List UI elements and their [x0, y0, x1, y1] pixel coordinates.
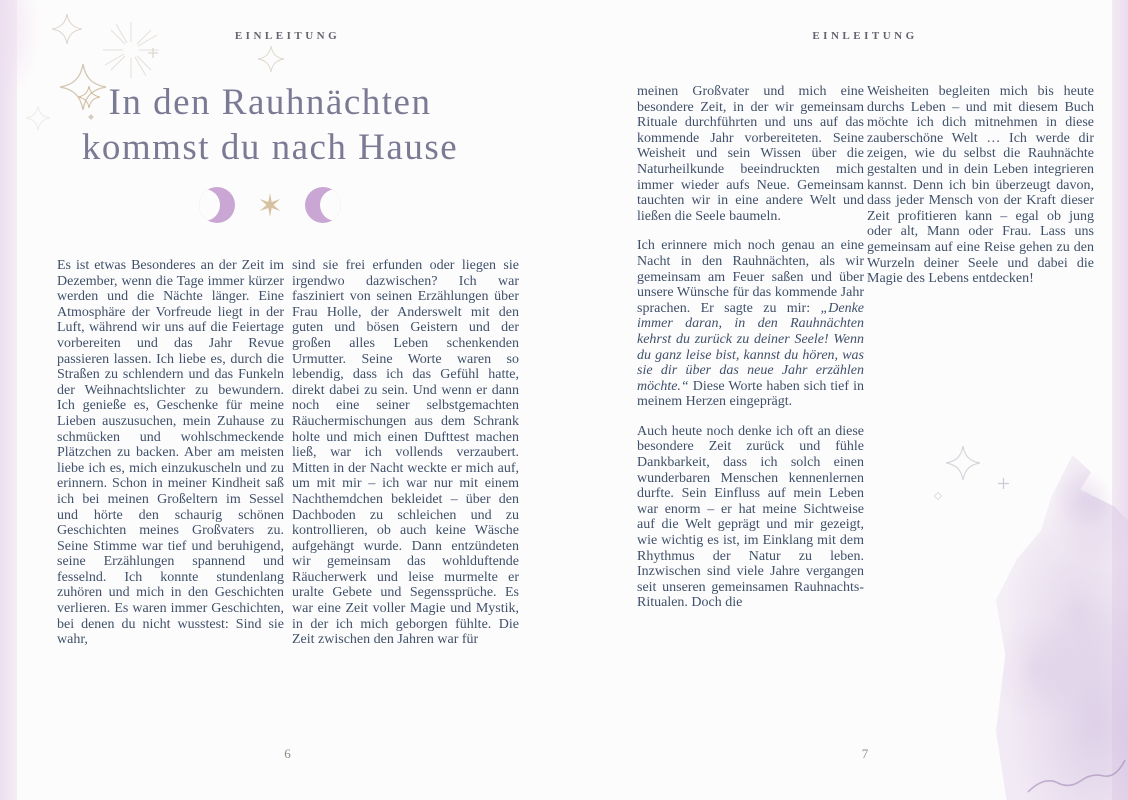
text-column — [637, 84, 864, 734]
four-point-sparkle-icon — [258, 46, 284, 72]
paragraph: Es ist etwas Besonderes an der Zeit im Dezember, wenn die Tage immer kürzer werden und die Nächte länger. Eine Atmosphäre der Vorfreude liegt in der Luft, während wir uns auf die Feiertage vorbereiten und das Jahr Revue passieren lassen. Ich liebe es, durch die Straßen zu schlendern und das Funkeln der Weihnachtslichter zu bewundern. Ich genieße es, Geschenke für meine Lieben auszusuchen, mein Zuhause zu schmücken und wohlschmeckende Plätzchen zu backen. Aber am meisten liebe ich es, mich einzukuscheln und zu erinnern. Schon in meiner Kindheit saß ich bei meinen Großeltern im Sessel und hörte den schaurig schönen Geschichten meines Großvaters zu. Seine Stimme war tief und beruhigend, seine Erzählungen spannend und fesselnd. Ich konnte stundenlang zuhören und mich in den Geschichten verlieren. Es waren immer Geschichten, bei denen du nicht wusstest: Sind sie wahr, — [57, 258, 284, 648]
crescent-moon-icon — [199, 187, 235, 223]
paragraph: Auch heute noch denke ich oft an diese besondere Zeit zurück und fühle Dankbarkeit, dass ich solch einen wunderbaren Menschen kennenlernen durfte. Sein Einfluss auf mein Leben war enorm – er hat meine Sichtweise auf die Welt geprägt und mir gezeigt, wie wichtig es ist, im Einklang mit dem Rhythmus der Natur zu leben. Inzwischen sind viele Jahre vergangen seit unseren gemeinsamen Rauhnachts-Ritualen. Doch die — [637, 423, 864, 611]
paragraph: Ich erinnere mich noch genau an eine Nacht in den Rauhnächten, als wir gemeinsam am Feuer saßen und über unsere Wünsche für das kommende Jahr sprachen. Er sagte zu mir: „Denke immer daran, in den Rauhnächten kehrst du zurück zu deiner Seele! Wenn du ganz leise bist, kannst du hören, was sie dir über das neue Jahr erzählen möchte.“ Diese Worte haben sich tief in meinem Herzen eingeprägt. — [637, 238, 864, 410]
plus-sparkle-icon — [148, 48, 158, 58]
paragraph: sind sie frei erfunden oder liegen sie irgendwo dazwischen? Ich war fasziniert von seinen Erzählungen über Frau Holle, der Anderswelt mit den guten und bösen Geistern und der großen alles Leben schenkenden Urmutter. Seine Worte waren so lebendig, dass ich das Gefühl hatte, direkt dabei zu sein. Und wenn er dann noch eine seiner selbstgemachten Räuchermischungen aus dem Schrank holte und mich einen Dufttest machen ließ, war ich vollends verzaubert. Mitten in der Nacht weckte er mich auf, um mit mir – ich war nur mit einem Nachthemdchen bekleidet – über den Dachboden zu schleichen und zu kontrollieren, ob auch keine Wäsche aufgehängt wurde. Dann entzündeten wir gemeinsam das wohlduftende Räucherwerk und leise murmelte er uralte Gebete und Segenssprüche. Es war eine Zeit voller Magie und Mystik, in der ich mich geborgen fühlte. Die Zeit zwischen den Jahren war für — [292, 258, 519, 648]
paragraph: meinen Großvater und mich eine besondere Zeit, in der wir gemeinsam Rituale durchführten und uns auf das kommende Jahr vorbereiteten. Seine Weisheit und sein Wissen über die Naturheilkunde beeindruckten mich immer wieder aufs Neue. Gemeinsam tauchten wir in eine andere Welt und ließen die Seele baumeln. — [637, 84, 864, 224]
running-header-right: EINLEITUNG — [812, 30, 918, 42]
chapter-title-line2: kommst du nach Hause — [81, 127, 459, 168]
six-point-star-icon — [257, 192, 283, 218]
chapter-title — [28, 80, 512, 170]
moon-star-ornament — [28, 184, 512, 226]
chapter-title-line1: In den Rauhnächten — [108, 82, 432, 123]
paragraph: Weisheiten begleiten mich bis heute durchs Leben – und mit diesem Buch möchte ich dich mitnehmen in diese zauberschöne Welt … Ich werde dir zeigen, wie du selbst die Rauhnächte gestalten und in dein Leben integrieren kannst. Denn ich bin überzeugt davon, dass jeder Mensch von der Kraft dieser Zeit profitieren kann – egal ob jung oder alt, Mann oder Frau. Lass uns gemeinsam auf eine Reise gehen zu den Wurzeln deiner Seele und dabei die Magie des Lebens entdecken! — [867, 84, 1094, 287]
page-number-right: 7 — [861, 746, 869, 761]
text-column — [867, 84, 1094, 734]
text-column — [57, 258, 284, 740]
text-column — [292, 258, 519, 740]
crescent-moon-icon — [305, 187, 341, 223]
page-number-left: 6 — [284, 746, 291, 761]
running-header-left: EINLEITUNG — [234, 30, 341, 42]
